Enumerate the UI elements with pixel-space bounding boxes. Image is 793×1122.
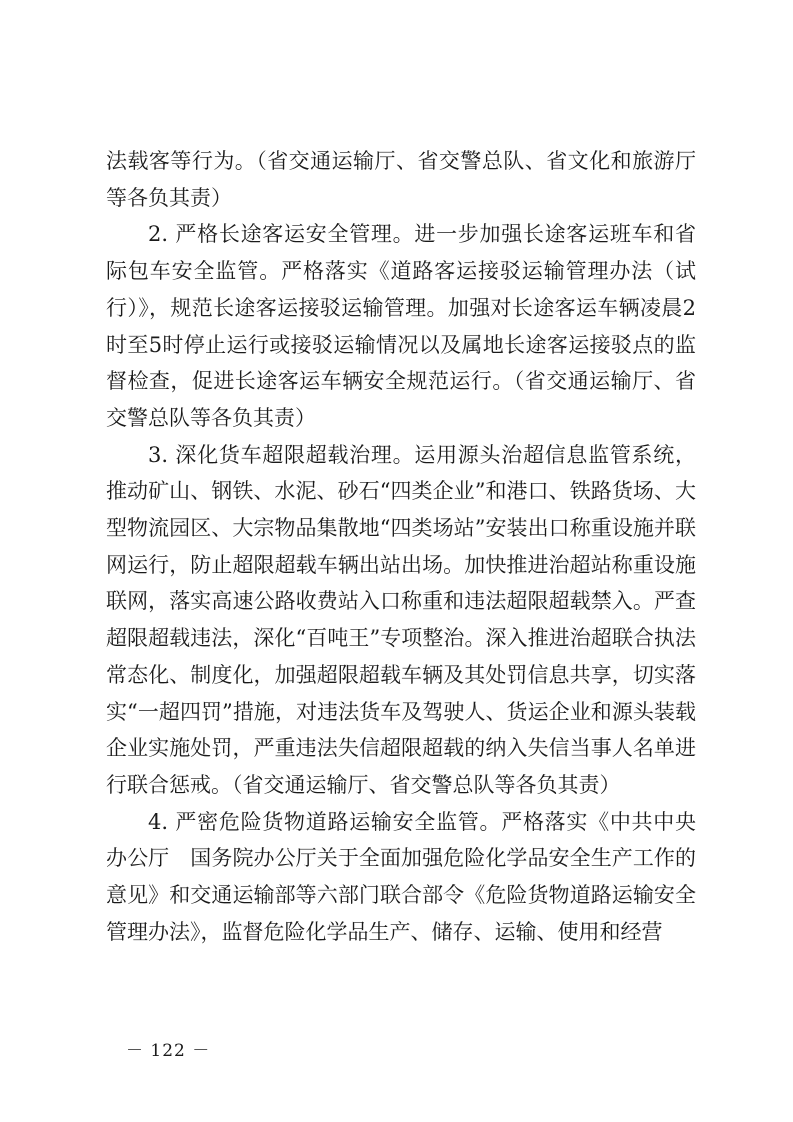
body-text: [106, 143, 696, 950]
paragraph-item-4: 4. 严密危险货物道路运输安全监管。严格落实《中共中央办公厅 国务院办公厅关于全面加强危险化学品安全生产工作的意见》和交通运输部等六部门联合部令《危险货物道路运输安全管理办法》，监督危险化学品生产、储存、运输、使用和经营: [106, 809, 696, 944]
paragraph-continuation: 法载客等行为。（省交通运输厅、省交警总队、省文化和旅游厅等各负其责）: [106, 149, 696, 210]
paragraph-item-3: 3. 深化货车超限超载治理。运用源头治超信息监管系统，推动矿山、钢铁、水泥、砂石“四类企业”和港口、铁路货场、大型物流园区、大宗物品集散地“四类场站”安装出口称重设施并联网运行，防止超限超载车辆出站出场。加快推进治超站称重设施联网，落实高速公路收费站入口称重和违法超限超载禁入。严查超限超载违法，深化“百吨王”专项整治。深入推进治超联合执法常态化、制度化，加强超限超载车辆及其处罚信息共享，切实落实“一超四罚”措施，对违法货车及驾驶人、货运企业和源头装载企业实施处罚，严重违法失信超限超载的纳入失信当事人名单进行联合惩戒。（省交通运输厅、省交警总队等各负其责）: [106, 442, 696, 797]
page-number: － 122 －: [126, 1041, 211, 1061]
paragraph-item-2: 2. 严格长途客运安全管理。进一步加强长途客运班车和省际包车安全监管。严格落实《道路客运接驳运输管理办法（试行）》，规范长途客运接驳运输管理。加强对长途客运车辆凌晨2时至5时停止运行或接驳运输情况以及属地长途客运接驳点的监督检查，促进长途客运车辆安全规范运行。（省交通运输厅、省交警总队等各负其责）: [106, 222, 696, 430]
